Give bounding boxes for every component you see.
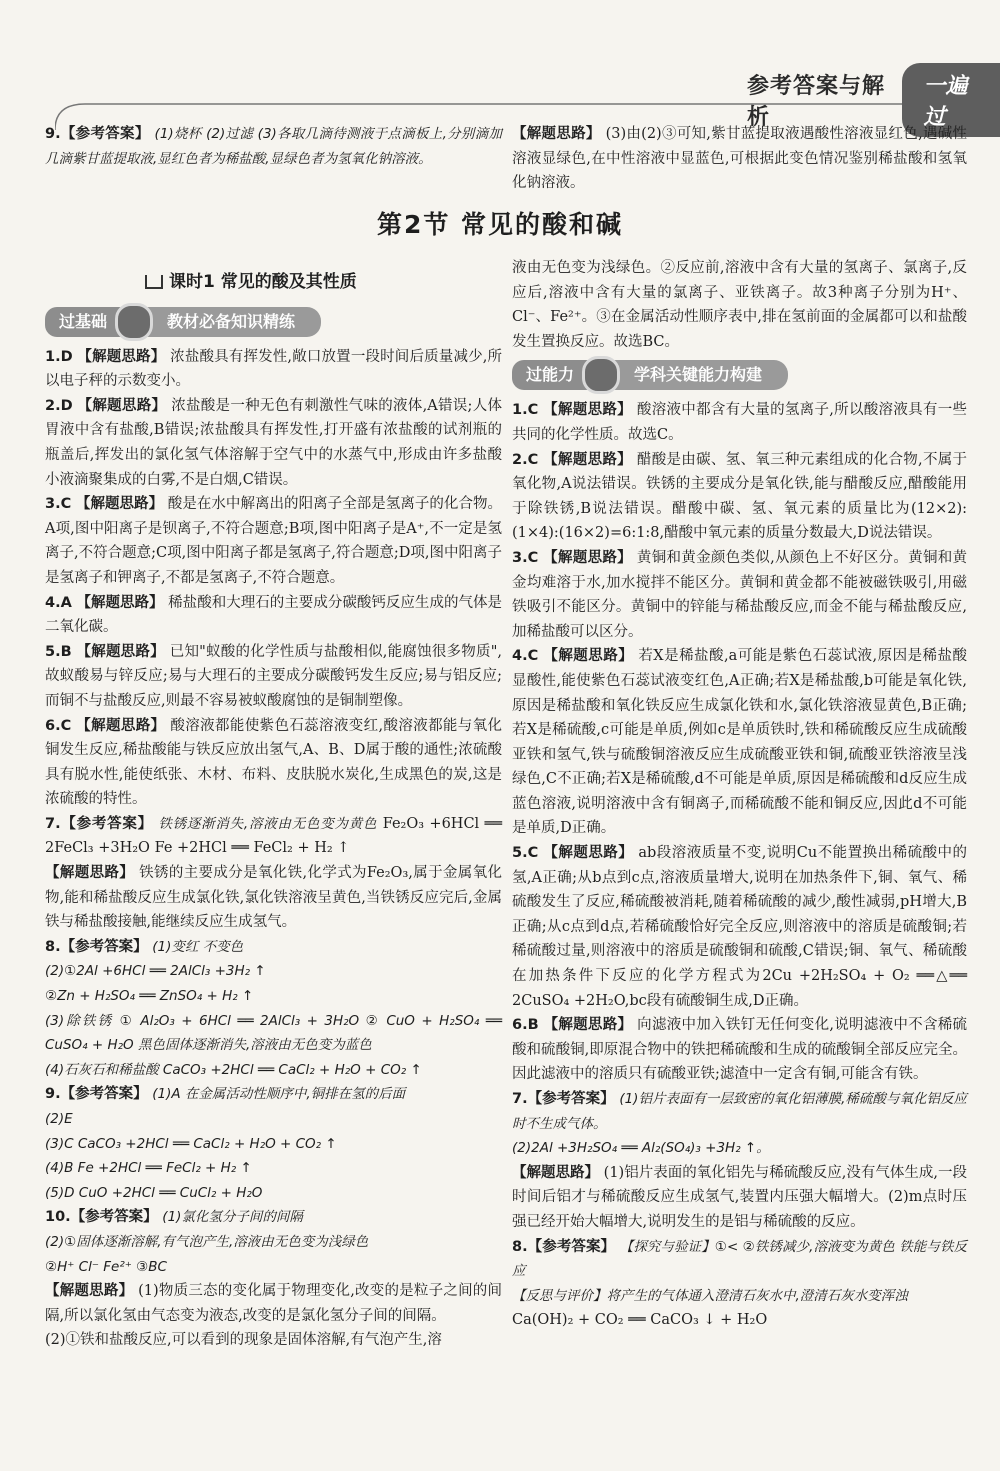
analysis-text: (3)由(2)③可知,紫甘蓝提取液遇酸性溶液显红色,遇碱性溶液显绿色,在中性溶液中显蓝色,可根据此变色情况鉴别稀盐酸和氢氧化钠溶液。 <box>512 126 968 192</box>
analysis-tag: 【解题思路】 <box>512 126 601 142</box>
question-r7: 7.【参考答案】 (1)铝片表面有一层致密的氧化铝薄膜,稀硫酸与氧化铝反应时不生成气体。 (2)2Al +3H₂SO₄ ══ Al₂(SO₄)₃ +3H₂ ↑。 【解题思路】 (1)铝片表面的氧化铝先与稀硫酸反应,没有气体生成,一段时间后铝才与稀硫酸反应生成氢气,装置内压强大幅增大。(2)m点时压强已经开始大幅增大,说明发生的是铝与稀硫酸的反应。 <box>512 1091 968 1230</box>
header-title: 参考答案与解析 <box>747 74 886 130</box>
question-9: 9.【参考答案】 (1)A 在金属活动性顺序中,铜排在氢的后面 (2)E (3)C CaCO₃ +2HCl ══ CaCl₂ + H₂O + CO₂ ↑ (4)B Fe +2HCl ══ FeCl₂ + H₂ ↑ (5)D CuO +2HCl ══ CuCl₂ + H₂O <box>45 1086 406 1201</box>
question-7: 7.【参考答案】 铁锈逐渐消失,溶液由无色变为黄色 Fe₂O₃ +6HCl ══ 2FeCl₃ +3H₂O Fe +2HCl ══ FeCl₂ + H₂ ↑ 【解题思路】 铁锈的主要成分是氧化铁,化学式为Fe₂O₃,属于金属氧化物,能和稀盐酸反应生成氯化铁,氯化铁溶液呈黄色,当铁锈反应完后,金属铁与稀盐酸接触,能继续反应生成氢气。 <box>45 815 503 931</box>
answer-text: (1)烧杯 (2)过滤 (3)各取几滴待测液于点滴板上,分别滴加几滴紫甘蓝提取液,显红色者为稀盐酸,显绿色者为氢氧化钠溶液。 <box>45 126 503 167</box>
top-right-block <box>512 122 967 196</box>
banner-ability-subtitle: 学科关键能力构建 <box>614 360 788 390</box>
banner-basic-label: 过基础 <box>45 307 121 337</box>
section-title: 第2节 常见的酸和碱 <box>376 210 624 239</box>
answer-tag: 【参考答案】 <box>60 126 150 142</box>
question-8: 8.【参考答案】 (1)变红 不变色 (2)①2Al +6HCl ══ 2AlCl₃ +3H₂ ↑ ②Zn + H₂SO₄ ══ ZnSO₄ + H₂ ↑ (3)除铁锈 ① Al₂O₃ + 6HCl ══ 2AlCl₃ + 3H₂O ② CuO + H₂SO₄ ══ CuSO₄ + H₂O 黑色固体逐渐消失,溶液由无色变为蓝色 (4)石灰石和稀盐酸 CaCO₃ +2HCl ══ CaCl₂ + H₂O + CO₂ ↑ <box>45 938 502 1078</box>
left-column <box>45 266 502 1353</box>
banner-basic <box>45 307 502 337</box>
list-item: 1.C 【解题思路】 酸溶液中都含有大量的氢离子,所以酸溶液具有一些共同的化学性质。故选C。 <box>512 402 968 443</box>
list-item: 1.D 【解题思路】 浓盐酸具有挥发性,敞口放置一段时间后质量减少,所以电子秤的示数变小。 <box>45 348 503 390</box>
banner-ability-icon <box>582 356 620 394</box>
lesson-title: 课时1 常见的酸及其性质 <box>145 270 502 295</box>
question-number: 9. <box>45 126 61 142</box>
right-column <box>512 256 967 1333</box>
banner-basic-subtitle: 教材必备知识精练 <box>147 307 321 337</box>
list-item: 3.C 【解题思路】 酸是在水中解离出的阳离子全部是氢离子的化合物。A项,图中阳离子是钡离子,不符合题意;B项,图中阳离子是A⁺,不一定是氢离子,不符合题意;C项,图中阳离子都是氢离子,符合题意;D项,图中阳离子是氢离子和钾离子,不都是氢离子,不符合题意。 <box>45 496 503 586</box>
question-r8: 8.【参考答案】 【探究与验证】①< ②铁锈减少,溶液变为黄色 铁能与铁反应 【反思与评价】将产生的气体通入澄清石灰水中,澄清石灰水变浑浊 Ca(OH)₂ + CO₂ ══ CaCO₃ ↓ + H₂O <box>512 1238 968 1329</box>
list-item: 2.D 【解题思路】 浓盐酸是一种无色有刺激性气味的液体,A错误;人体胃液中含有盐酸,B错误;浓盐酸具有挥发性,打开盛有浓盐酸的试剂瓶的瓶盖后,挥发出的氯化氢气体溶解于空气中的水蒸气中,形成由许多盐酸小液滴聚集成的白雾,不是白烟,C错误。 <box>45 397 503 488</box>
banner-ability <box>512 360 967 390</box>
banner-basic-icon <box>115 303 153 341</box>
question-10: 10.【参考答案】 (1)氯化氢分子间的间隔 (2)①固体逐渐溶解,有气泡产生,溶液由无色变为浅绿色 ②H⁺ Cl⁻ Fe²⁺ ③BC 【解题思路】 (1)物质三态的变化属于物理变化,改变的是粒子之间的间隔,所以氯化氢由气态变为液态,改变的是氯化氢分子间的间隔。 (2)①铁和盐酸反应,可以看到的现象是固体溶解,有气泡产生,溶 <box>45 1209 503 1349</box>
list-item: 4.C 【解题思路】 若X是稀盐酸,a可能是紫色石蕊试液,原因是稀盐酸显酸性,能使紫色石蕊试液变红色,A正确;若X是稀盐酸,b可能是氧化铁,原因是稀盐酸和氧化铁反应生成氯化铁和水,氯化铁溶液显黄色,B正确;若X是稀硫酸,c可能是单质,例如c是单质铁时,铁和稀硫酸反应生成硫酸亚铁和氢气,铁与硫酸铜溶液反应生成硫酸亚铁和铜,硫酸亚铁溶液呈浅绿色,C不正确;若X是稀硫酸,d不可能是单质,原因是稀硫酸和d反应生成蓝色溶液,说明溶液中含有铜离子,而稀硫酸不能和铜反应,因此d不可能是单质,D正确。 <box>512 648 968 837</box>
continued-text: 液由无色变为浅绿色。②反应前,溶液中含有大量的氢离子、氯离子,反应后,溶液中含有大量的氯离子、亚铁离子。故3种离子分别为H⁺、Cl⁻、Fe²⁺。③在金属活动性顺序表中,排在氢前面的金属都可以和盐酸发生置换反应。故选BC。 <box>512 260 967 350</box>
list-item: 5.C 【解题思路】 ab段溶液质量不变,说明Cu不能置换出稀硫酸中的氢,A正确;从b点到c点,溶液质量增大,说明在加热条件下,铜、氧气、稀硫酸发生了反应,稀硫酸被消耗,随着稀硫酸的减少,酸性减弱,pH增大,B正确;从c点到d点,若稀硫酸恰好完全反应,则溶液中的溶质是硫酸铜;若稀硫酸过量,则溶液中的溶质是硫酸铜和硫酸,C错误;铜、氧气、稀硫酸在加热条件下反应的化学方程式为2Cu +2H₂SO₄ + O₂ ══△══ 2CuSO₄ +2H₂O,bc段有硫酸铜生成,D正确。 <box>512 845 968 1009</box>
list-item: 5.B 【解题思路】 已知"蚁酸的化学性质与盐酸相似,能腐蚀很多物质",故蚁酸易与锌反应;易与大理石的主要成分碳酸钙发生反应;易与铝反应;而铜不与盐酸反应,则最不容易被蚁酸腐蚀的是铜制塑像。 <box>45 643 503 709</box>
banner-ability-label: 过能力 <box>512 360 588 390</box>
list-item: 4.A 【解题思路】 稀盐酸和大理石的主要成分碳酸钙反应生成的气体是二氧化碳。 <box>45 594 503 636</box>
list-item: 2.C 【解题思路】 醋酸是由碳、氢、氧三种元素组成的化合物,不属于氧化物,A说法错误。铁锈的主要成分是氧化铁,能与醋酸反应,醋酸能用于除铁锈,B说法错误。醋酸中碳、氢、氧元素的质量比为(12×2):(1×4):(16×2)=6:1:8,醋酸中氧元素的质量分数最大,D说法错误。 <box>512 451 968 542</box>
top-left-block <box>45 122 502 171</box>
list-item: 6.C 【解题思路】 酸溶液都能使紫色石蕊溶液变红,酸溶液都能与氧化铜发生反应,稀盐酸能与铁反应放出氢气,A、B、D属于酸的通性;浓硫酸具有脱水性,能使纸张、木材、布料、皮肤脱水炭化,生成黑色的炭,这是浓硫酸的特性。 <box>45 717 503 808</box>
book-icon <box>145 275 163 289</box>
page-header <box>0 0 1000 130</box>
list-item: 3.C 【解题思路】 黄铜和黄金颜色类似,从颜色上不好区分。黄铜和黄金均难溶于水,加水搅拌不能区分。黄铜和黄金都不能被磁铁吸引,用磁铁吸引不能区分。黄铜中的锌能与稀盐酸反应,而金不能与稀盐酸反应,加稀盐酸可以区分。 <box>512 549 968 640</box>
header-tab <box>735 74 1000 130</box>
brand-logo: 一遍过 <box>902 63 1000 137</box>
list-item: 6.B 【解题思路】 向滤液中加入铁钉无任何变化,说明滤液中不含稀硫酸和硫酸铜,即原混合物中的铁把稀硫酸和生成的硫酸铜全部反应完全。因此滤液中的溶质只有硫酸亚铁;滤渣中一定含有铜,可能含有铁。 <box>512 1017 968 1083</box>
